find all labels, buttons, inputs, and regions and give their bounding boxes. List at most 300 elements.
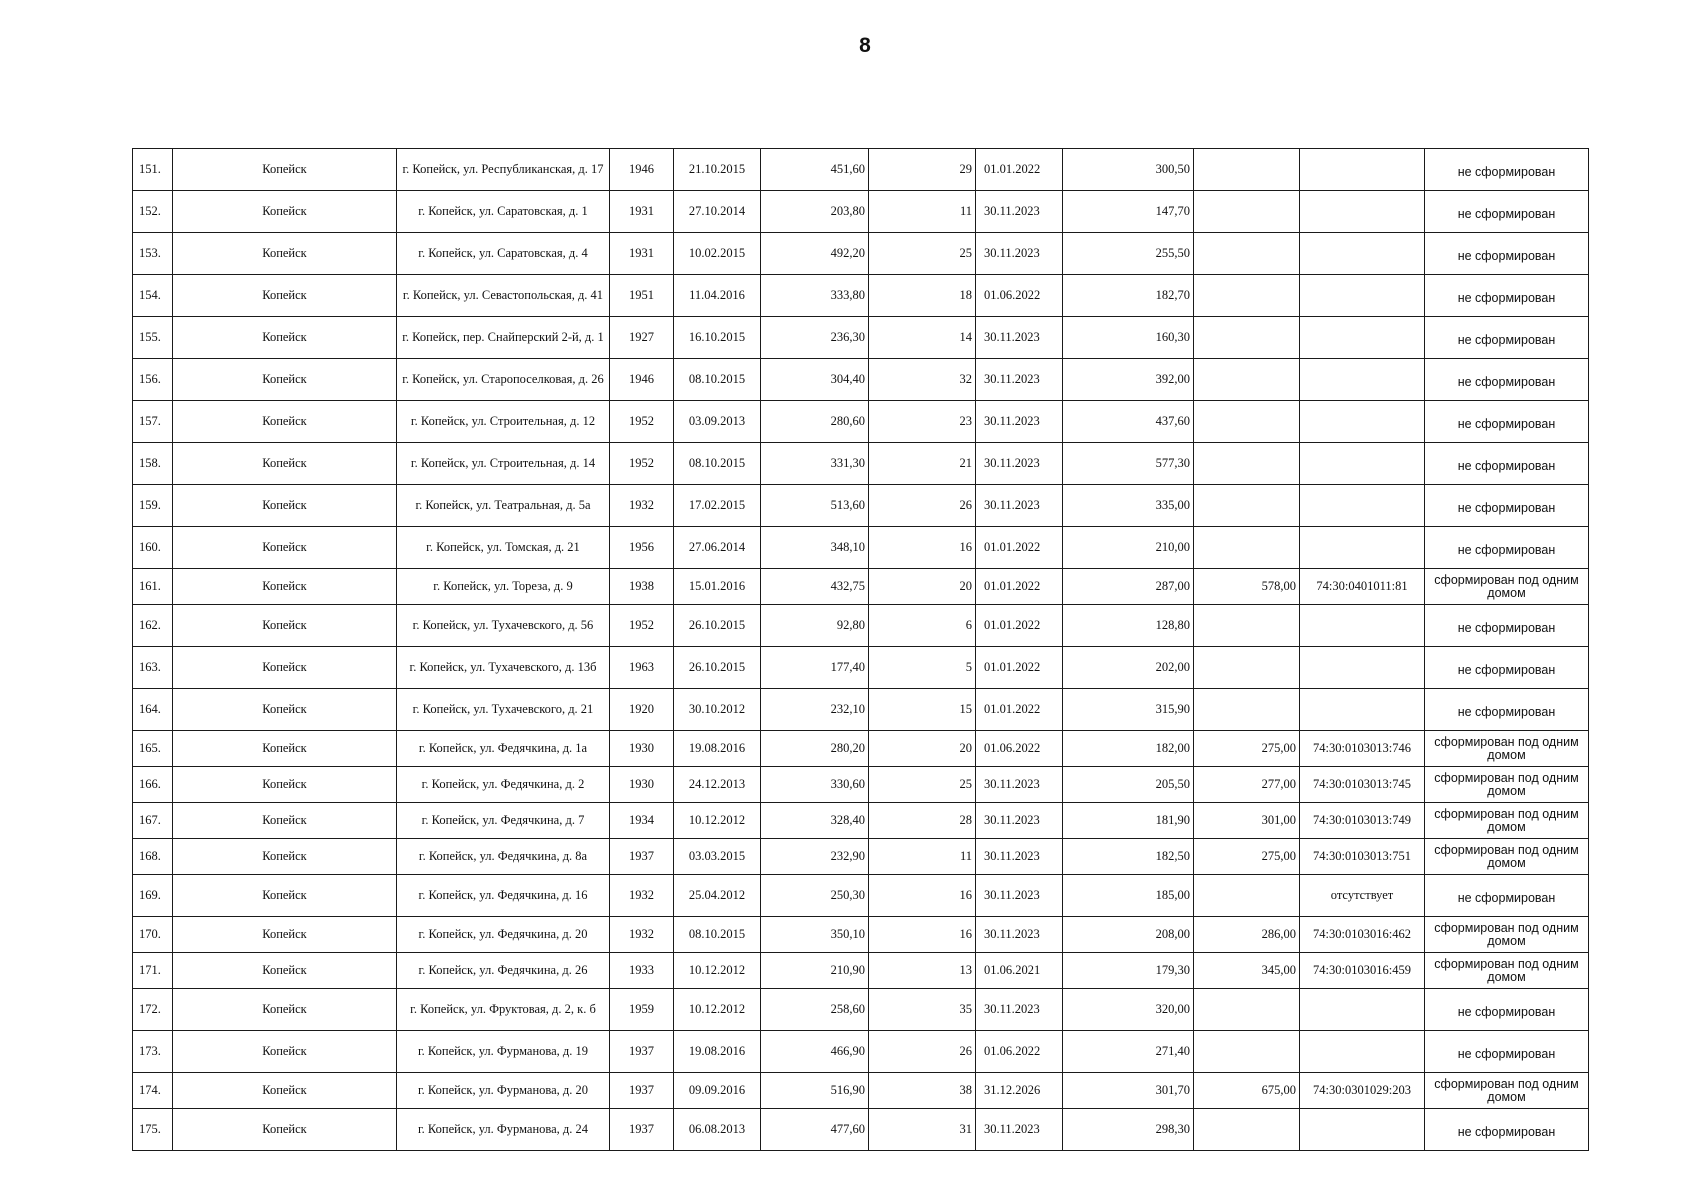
city-cell: Копейск bbox=[173, 149, 397, 191]
city-cell: Копейск bbox=[173, 275, 397, 317]
survey-date-cell: 11.04.2016 bbox=[674, 275, 761, 317]
residents-count-cell: 26 bbox=[869, 485, 976, 527]
survey-date-cell: 03.09.2013 bbox=[674, 401, 761, 443]
residents-count-cell: 35 bbox=[869, 989, 976, 1031]
table-row bbox=[133, 527, 1589, 569]
land-status-cell: не сформирован bbox=[1425, 485, 1589, 527]
cadastral-number-cell bbox=[1300, 605, 1425, 647]
residents-count-cell: 21 bbox=[869, 443, 976, 485]
row-number: 155. bbox=[133, 317, 173, 359]
living-area-cell: 208,00 bbox=[1063, 917, 1194, 953]
cadastral-number-cell bbox=[1300, 191, 1425, 233]
row-number: 154. bbox=[133, 275, 173, 317]
floor-area-cell: 513,60 bbox=[761, 485, 869, 527]
survey-date-cell: 25.04.2012 bbox=[674, 875, 761, 917]
address-cell: г. Копейск, ул. Федячкина, д. 26 bbox=[397, 953, 610, 989]
land-area-cell bbox=[1194, 689, 1300, 731]
year-built-cell: 1930 bbox=[610, 767, 674, 803]
survey-date-cell: 26.10.2015 bbox=[674, 605, 761, 647]
resettlement-date-cell: 31.12.2026 bbox=[976, 1073, 1063, 1109]
residents-count-cell: 25 bbox=[869, 233, 976, 275]
residents-count-cell: 13 bbox=[869, 953, 976, 989]
year-built-cell: 1934 bbox=[610, 803, 674, 839]
year-built-cell: 1937 bbox=[610, 1073, 674, 1109]
survey-date-cell: 03.03.2015 bbox=[674, 839, 761, 875]
address-cell: г. Копейск, ул. Старопоселковая, д. 26 bbox=[397, 359, 610, 401]
year-built-cell: 1932 bbox=[610, 917, 674, 953]
cadastral-number-cell: 74:30:0103013:751 bbox=[1300, 839, 1425, 875]
cadastral-number-cell: 74:30:0103016:459 bbox=[1300, 953, 1425, 989]
year-built-cell: 1952 bbox=[610, 401, 674, 443]
floor-area-cell: 232,10 bbox=[761, 689, 869, 731]
survey-date-cell: 10.12.2012 bbox=[674, 989, 761, 1031]
living-area-cell: 182,50 bbox=[1063, 839, 1194, 875]
row-number: 173. bbox=[133, 1031, 173, 1073]
cadastral-number-cell: 74:30:0103013:745 bbox=[1300, 767, 1425, 803]
resettlement-date-cell: 30.11.2023 bbox=[976, 1109, 1063, 1151]
resettlement-date-cell: 30.11.2023 bbox=[976, 875, 1063, 917]
table-row bbox=[133, 1031, 1589, 1073]
year-built-cell: 1920 bbox=[610, 689, 674, 731]
floor-area-cell: 210,90 bbox=[761, 953, 869, 989]
year-built-cell: 1938 bbox=[610, 569, 674, 605]
land-status-cell: не сформирован bbox=[1425, 443, 1589, 485]
survey-date-cell: 19.08.2016 bbox=[674, 731, 761, 767]
floor-area-cell: 466,90 bbox=[761, 1031, 869, 1073]
row-number: 167. bbox=[133, 803, 173, 839]
living-area-cell: 202,00 bbox=[1063, 647, 1194, 689]
table-row bbox=[133, 839, 1589, 875]
city-cell: Копейск bbox=[173, 1109, 397, 1151]
address-cell: г. Копейск, ул. Тухачевского, д. 13б bbox=[397, 647, 610, 689]
resettlement-date-cell: 01.06.2022 bbox=[976, 731, 1063, 767]
land-status-cell: не сформирован bbox=[1425, 233, 1589, 275]
row-number: 172. bbox=[133, 989, 173, 1031]
year-built-cell: 1927 bbox=[610, 317, 674, 359]
cadastral-number-cell: 74:30:0301029:203 bbox=[1300, 1073, 1425, 1109]
residents-count-cell: 28 bbox=[869, 803, 976, 839]
resettlement-date-cell: 01.01.2022 bbox=[976, 689, 1063, 731]
land-area-cell bbox=[1194, 401, 1300, 443]
city-cell: Копейск bbox=[173, 989, 397, 1031]
year-built-cell: 1932 bbox=[610, 485, 674, 527]
floor-area-cell: 236,30 bbox=[761, 317, 869, 359]
survey-date-cell: 10.02.2015 bbox=[674, 233, 761, 275]
floor-area-cell: 330,60 bbox=[761, 767, 869, 803]
year-built-cell: 1956 bbox=[610, 527, 674, 569]
land-area-cell: 345,00 bbox=[1194, 953, 1300, 989]
land-area-cell bbox=[1194, 647, 1300, 689]
address-cell: г. Копейск, ул. Федячкина, д. 7 bbox=[397, 803, 610, 839]
land-status-cell: сформирован под одним домом bbox=[1425, 803, 1589, 839]
table-row bbox=[133, 647, 1589, 689]
address-cell: г. Копейск, ул. Тухачевского, д. 21 bbox=[397, 689, 610, 731]
floor-area-cell: 516,90 bbox=[761, 1073, 869, 1109]
table-row bbox=[133, 317, 1589, 359]
resettlement-date-cell: 30.11.2023 bbox=[976, 917, 1063, 953]
residents-count-cell: 20 bbox=[869, 569, 976, 605]
floor-area-cell: 328,40 bbox=[761, 803, 869, 839]
survey-date-cell: 30.10.2012 bbox=[674, 689, 761, 731]
floor-area-cell: 258,60 bbox=[761, 989, 869, 1031]
residents-count-cell: 16 bbox=[869, 917, 976, 953]
land-status-cell: сформирован под одним домом bbox=[1425, 917, 1589, 953]
floor-area-cell: 331,30 bbox=[761, 443, 869, 485]
living-area-cell: 182,00 bbox=[1063, 731, 1194, 767]
address-cell: г. Копейск, ул. Тухачевского, д. 56 bbox=[397, 605, 610, 647]
resettlement-date-cell: 30.11.2023 bbox=[976, 359, 1063, 401]
living-area-cell: 392,00 bbox=[1063, 359, 1194, 401]
city-cell: Копейск bbox=[173, 401, 397, 443]
floor-area-cell: 492,20 bbox=[761, 233, 869, 275]
living-area-cell: 179,30 bbox=[1063, 953, 1194, 989]
resettlement-date-cell: 30.11.2023 bbox=[976, 191, 1063, 233]
floor-area-cell: 432,75 bbox=[761, 569, 869, 605]
row-number: 166. bbox=[133, 767, 173, 803]
year-built-cell: 1931 bbox=[610, 191, 674, 233]
cadastral-number-cell: 74:30:0401011:81 bbox=[1300, 569, 1425, 605]
row-number: 168. bbox=[133, 839, 173, 875]
residents-count-cell: 38 bbox=[869, 1073, 976, 1109]
survey-date-cell: 15.01.2016 bbox=[674, 569, 761, 605]
land-status-cell: сформирован под одним домом bbox=[1425, 767, 1589, 803]
row-number: 153. bbox=[133, 233, 173, 275]
address-cell: г. Копейск, ул. Фурманова, д. 20 bbox=[397, 1073, 610, 1109]
address-cell: г. Копейск, ул. Строительная, д. 14 bbox=[397, 443, 610, 485]
land-area-cell bbox=[1194, 989, 1300, 1031]
residents-count-cell: 26 bbox=[869, 1031, 976, 1073]
resettlement-date-cell: 30.11.2023 bbox=[976, 443, 1063, 485]
resettlement-date-cell: 30.11.2023 bbox=[976, 317, 1063, 359]
table-row bbox=[133, 569, 1589, 605]
survey-date-cell: 26.10.2015 bbox=[674, 647, 761, 689]
residents-count-cell: 6 bbox=[869, 605, 976, 647]
cadastral-number-cell bbox=[1300, 233, 1425, 275]
address-cell: г. Копейск, ул. Саратовская, д. 4 bbox=[397, 233, 610, 275]
land-status-cell: не сформирован bbox=[1425, 1109, 1589, 1151]
address-cell: г. Копейск, ул. Федячкина, д. 8а bbox=[397, 839, 610, 875]
table-row bbox=[133, 233, 1589, 275]
city-cell: Копейск bbox=[173, 839, 397, 875]
address-cell: г. Копейск, ул. Фурманова, д. 24 bbox=[397, 1109, 610, 1151]
year-built-cell: 1946 bbox=[610, 149, 674, 191]
row-number: 162. bbox=[133, 605, 173, 647]
address-cell: г. Копейск, ул. Строительная, д. 12 bbox=[397, 401, 610, 443]
resettlement-date-cell: 01.06.2022 bbox=[976, 1031, 1063, 1073]
year-built-cell: 1952 bbox=[610, 443, 674, 485]
table-row bbox=[133, 605, 1589, 647]
table-row bbox=[133, 767, 1589, 803]
city-cell: Копейск bbox=[173, 1031, 397, 1073]
residents-count-cell: 23 bbox=[869, 401, 976, 443]
survey-date-cell: 10.12.2012 bbox=[674, 953, 761, 989]
address-cell: г. Копейск, ул. Федячкина, д. 20 bbox=[397, 917, 610, 953]
land-area-cell: 675,00 bbox=[1194, 1073, 1300, 1109]
land-area-cell bbox=[1194, 605, 1300, 647]
city-cell: Копейск bbox=[173, 569, 397, 605]
land-area-cell bbox=[1194, 875, 1300, 917]
land-area-cell bbox=[1194, 443, 1300, 485]
city-cell: Копейск bbox=[173, 689, 397, 731]
floor-area-cell: 177,40 bbox=[761, 647, 869, 689]
table-row bbox=[133, 443, 1589, 485]
land-status-cell: не сформирован bbox=[1425, 149, 1589, 191]
table-row bbox=[133, 731, 1589, 767]
land-status-cell: не сформирован bbox=[1425, 647, 1589, 689]
table-row bbox=[133, 689, 1589, 731]
resettlement-date-cell: 01.06.2021 bbox=[976, 953, 1063, 989]
residents-count-cell: 32 bbox=[869, 359, 976, 401]
living-area-cell: 271,40 bbox=[1063, 1031, 1194, 1073]
residents-count-cell: 15 bbox=[869, 689, 976, 731]
floor-area-cell: 203,80 bbox=[761, 191, 869, 233]
table-row bbox=[133, 191, 1589, 233]
table-row bbox=[133, 401, 1589, 443]
address-cell: г. Копейск, пер. Снайперский 2-й, д. 1 bbox=[397, 317, 610, 359]
survey-date-cell: 08.10.2015 bbox=[674, 359, 761, 401]
resettlement-date-cell: 30.11.2023 bbox=[976, 839, 1063, 875]
cadastral-number-cell bbox=[1300, 689, 1425, 731]
land-status-cell: сформирован под одним домом bbox=[1425, 839, 1589, 875]
survey-date-cell: 08.10.2015 bbox=[674, 917, 761, 953]
year-built-cell: 1937 bbox=[610, 839, 674, 875]
living-area-cell: 320,00 bbox=[1063, 989, 1194, 1031]
address-cell: г. Копейск, ул. Севастопольская, д. 41 bbox=[397, 275, 610, 317]
residents-count-cell: 11 bbox=[869, 191, 976, 233]
living-area-cell: 128,80 bbox=[1063, 605, 1194, 647]
living-area-cell: 210,00 bbox=[1063, 527, 1194, 569]
land-area-cell: 275,00 bbox=[1194, 839, 1300, 875]
floor-area-cell: 477,60 bbox=[761, 1109, 869, 1151]
survey-date-cell: 24.12.2013 bbox=[674, 767, 761, 803]
resettlement-date-cell: 01.01.2022 bbox=[976, 149, 1063, 191]
city-cell: Копейск bbox=[173, 1073, 397, 1109]
living-area-cell: 147,70 bbox=[1063, 191, 1194, 233]
land-status-cell: не сформирован bbox=[1425, 989, 1589, 1031]
cadastral-number-cell bbox=[1300, 359, 1425, 401]
city-cell: Копейск bbox=[173, 605, 397, 647]
table-row bbox=[133, 1073, 1589, 1109]
land-area-cell bbox=[1194, 317, 1300, 359]
table-body bbox=[133, 149, 1589, 1151]
residents-count-cell: 31 bbox=[869, 1109, 976, 1151]
address-cell: г. Копейск, ул. Фруктовая, д. 2, к. б bbox=[397, 989, 610, 1031]
year-built-cell: 1931 bbox=[610, 233, 674, 275]
table-row bbox=[133, 917, 1589, 953]
living-area-cell: 577,30 bbox=[1063, 443, 1194, 485]
cadastral-number-cell: 74:30:0103013:746 bbox=[1300, 731, 1425, 767]
housing-register-table bbox=[132, 148, 1589, 1151]
land-area-cell: 277,00 bbox=[1194, 767, 1300, 803]
floor-area-cell: 280,60 bbox=[761, 401, 869, 443]
living-area-cell: 182,70 bbox=[1063, 275, 1194, 317]
living-area-cell: 315,90 bbox=[1063, 689, 1194, 731]
floor-area-cell: 92,80 bbox=[761, 605, 869, 647]
floor-area-cell: 451,60 bbox=[761, 149, 869, 191]
floor-area-cell: 333,80 bbox=[761, 275, 869, 317]
cadastral-number-cell bbox=[1300, 989, 1425, 1031]
living-area-cell: 255,50 bbox=[1063, 233, 1194, 275]
floor-area-cell: 232,90 bbox=[761, 839, 869, 875]
year-built-cell: 1951 bbox=[610, 275, 674, 317]
survey-date-cell: 10.12.2012 bbox=[674, 803, 761, 839]
residents-count-cell: 14 bbox=[869, 317, 976, 359]
city-cell: Копейск bbox=[173, 953, 397, 989]
residents-count-cell: 11 bbox=[869, 839, 976, 875]
resettlement-date-cell: 01.01.2022 bbox=[976, 569, 1063, 605]
residents-count-cell: 25 bbox=[869, 767, 976, 803]
cadastral-number-cell bbox=[1300, 485, 1425, 527]
living-area-cell: 160,30 bbox=[1063, 317, 1194, 359]
row-number: 169. bbox=[133, 875, 173, 917]
resettlement-date-cell: 01.01.2022 bbox=[976, 647, 1063, 689]
living-area-cell: 287,00 bbox=[1063, 569, 1194, 605]
survey-date-cell: 19.08.2016 bbox=[674, 1031, 761, 1073]
land-area-cell bbox=[1194, 485, 1300, 527]
table-row bbox=[133, 485, 1589, 527]
row-number: 151. bbox=[133, 149, 173, 191]
land-status-cell: не сформирован bbox=[1425, 317, 1589, 359]
survey-date-cell: 27.06.2014 bbox=[674, 527, 761, 569]
land-status-cell: не сформирован bbox=[1425, 689, 1589, 731]
cadastral-number-cell bbox=[1300, 401, 1425, 443]
row-number: 157. bbox=[133, 401, 173, 443]
land-status-cell: не сформирован bbox=[1425, 359, 1589, 401]
residents-count-cell: 16 bbox=[869, 875, 976, 917]
land-status-cell: сформирован под одним домом bbox=[1425, 569, 1589, 605]
land-status-cell: не сформирован bbox=[1425, 1031, 1589, 1073]
row-number: 156. bbox=[133, 359, 173, 401]
survey-date-cell: 27.10.2014 bbox=[674, 191, 761, 233]
land-status-cell: не сформирован bbox=[1425, 605, 1589, 647]
land-area-cell bbox=[1194, 1031, 1300, 1073]
row-number: 158. bbox=[133, 443, 173, 485]
year-built-cell: 1932 bbox=[610, 875, 674, 917]
cadastral-number-cell bbox=[1300, 1031, 1425, 1073]
floor-area-cell: 348,10 bbox=[761, 527, 869, 569]
survey-date-cell: 08.10.2015 bbox=[674, 443, 761, 485]
city-cell: Копейск bbox=[173, 485, 397, 527]
city-cell: Копейск bbox=[173, 647, 397, 689]
floor-area-cell: 350,10 bbox=[761, 917, 869, 953]
land-area-cell bbox=[1194, 275, 1300, 317]
row-number: 175. bbox=[133, 1109, 173, 1151]
city-cell: Копейск bbox=[173, 731, 397, 767]
land-status-cell: не сформирован bbox=[1425, 275, 1589, 317]
address-cell: г. Копейск, ул. Томская, д. 21 bbox=[397, 527, 610, 569]
row-number: 171. bbox=[133, 953, 173, 989]
year-built-cell: 1963 bbox=[610, 647, 674, 689]
address-cell: г. Копейск, ул. Фурманова, д. 19 bbox=[397, 1031, 610, 1073]
land-status-cell: сформирован под одним домом bbox=[1425, 731, 1589, 767]
row-number: 160. bbox=[133, 527, 173, 569]
table-row bbox=[133, 1109, 1589, 1151]
land-area-cell: 286,00 bbox=[1194, 917, 1300, 953]
land-area-cell bbox=[1194, 149, 1300, 191]
cadastral-number-cell: отсутствует bbox=[1300, 875, 1425, 917]
city-cell: Копейск bbox=[173, 359, 397, 401]
cadastral-number-cell: 74:30:0103013:749 bbox=[1300, 803, 1425, 839]
row-number: 165. bbox=[133, 731, 173, 767]
cadastral-number-cell bbox=[1300, 647, 1425, 689]
table-row bbox=[133, 359, 1589, 401]
address-cell: г. Копейск, ул. Федячкина, д. 16 bbox=[397, 875, 610, 917]
cadastral-number-cell bbox=[1300, 317, 1425, 359]
cadastral-number-cell bbox=[1300, 275, 1425, 317]
living-area-cell: 301,70 bbox=[1063, 1073, 1194, 1109]
year-built-cell: 1930 bbox=[610, 731, 674, 767]
year-built-cell: 1937 bbox=[610, 1109, 674, 1151]
city-cell: Копейск bbox=[173, 767, 397, 803]
living-area-cell: 205,50 bbox=[1063, 767, 1194, 803]
year-built-cell: 1933 bbox=[610, 953, 674, 989]
table-row bbox=[133, 953, 1589, 989]
land-area-cell bbox=[1194, 1109, 1300, 1151]
address-cell: г. Копейск, ул. Федячкина, д. 2 bbox=[397, 767, 610, 803]
page-number: 8 bbox=[859, 34, 871, 57]
year-built-cell: 1952 bbox=[610, 605, 674, 647]
address-cell: г. Копейск, ул. Тореза, д. 9 bbox=[397, 569, 610, 605]
residents-count-cell: 5 bbox=[869, 647, 976, 689]
living-area-cell: 185,00 bbox=[1063, 875, 1194, 917]
resettlement-date-cell: 30.11.2023 bbox=[976, 803, 1063, 839]
row-number: 163. bbox=[133, 647, 173, 689]
land-status-cell: не сформирован bbox=[1425, 191, 1589, 233]
row-number: 152. bbox=[133, 191, 173, 233]
city-cell: Копейск bbox=[173, 317, 397, 359]
table-row bbox=[133, 149, 1589, 191]
cadastral-number-cell bbox=[1300, 443, 1425, 485]
floor-area-cell: 304,40 bbox=[761, 359, 869, 401]
living-area-cell: 298,30 bbox=[1063, 1109, 1194, 1151]
table-row bbox=[133, 875, 1589, 917]
table-row bbox=[133, 275, 1589, 317]
living-area-cell: 335,00 bbox=[1063, 485, 1194, 527]
land-status-cell: не сформирован bbox=[1425, 527, 1589, 569]
address-cell: г. Копейск, ул. Республиканская, д. 17 bbox=[397, 149, 610, 191]
land-area-cell: 301,00 bbox=[1194, 803, 1300, 839]
cadastral-number-cell bbox=[1300, 1109, 1425, 1151]
address-cell: г. Копейск, ул. Театральная, д. 5а bbox=[397, 485, 610, 527]
land-status-cell: не сформирован bbox=[1425, 875, 1589, 917]
city-cell: Копейск bbox=[173, 875, 397, 917]
city-cell: Копейск bbox=[173, 917, 397, 953]
land-area-cell bbox=[1194, 527, 1300, 569]
resettlement-date-cell: 01.01.2022 bbox=[976, 605, 1063, 647]
cadastral-number-cell bbox=[1300, 527, 1425, 569]
residents-count-cell: 16 bbox=[869, 527, 976, 569]
land-status-cell: сформирован под одним домом bbox=[1425, 1073, 1589, 1109]
row-number: 159. bbox=[133, 485, 173, 527]
resettlement-date-cell: 30.11.2023 bbox=[976, 989, 1063, 1031]
address-cell: г. Копейск, ул. Саратовская, д. 1 bbox=[397, 191, 610, 233]
residents-count-cell: 20 bbox=[869, 731, 976, 767]
cadastral-number-cell bbox=[1300, 149, 1425, 191]
year-built-cell: 1937 bbox=[610, 1031, 674, 1073]
land-area-cell bbox=[1194, 359, 1300, 401]
survey-date-cell: 16.10.2015 bbox=[674, 317, 761, 359]
city-cell: Копейск bbox=[173, 443, 397, 485]
land-area-cell: 578,00 bbox=[1194, 569, 1300, 605]
city-cell: Копейск bbox=[173, 803, 397, 839]
table-row bbox=[133, 803, 1589, 839]
city-cell: Копейск bbox=[173, 233, 397, 275]
resettlement-date-cell: 30.11.2023 bbox=[976, 767, 1063, 803]
resettlement-date-cell: 30.11.2023 bbox=[976, 233, 1063, 275]
survey-date-cell: 06.08.2013 bbox=[674, 1109, 761, 1151]
land-status-cell: сформирован под одним домом bbox=[1425, 953, 1589, 989]
residents-count-cell: 18 bbox=[869, 275, 976, 317]
